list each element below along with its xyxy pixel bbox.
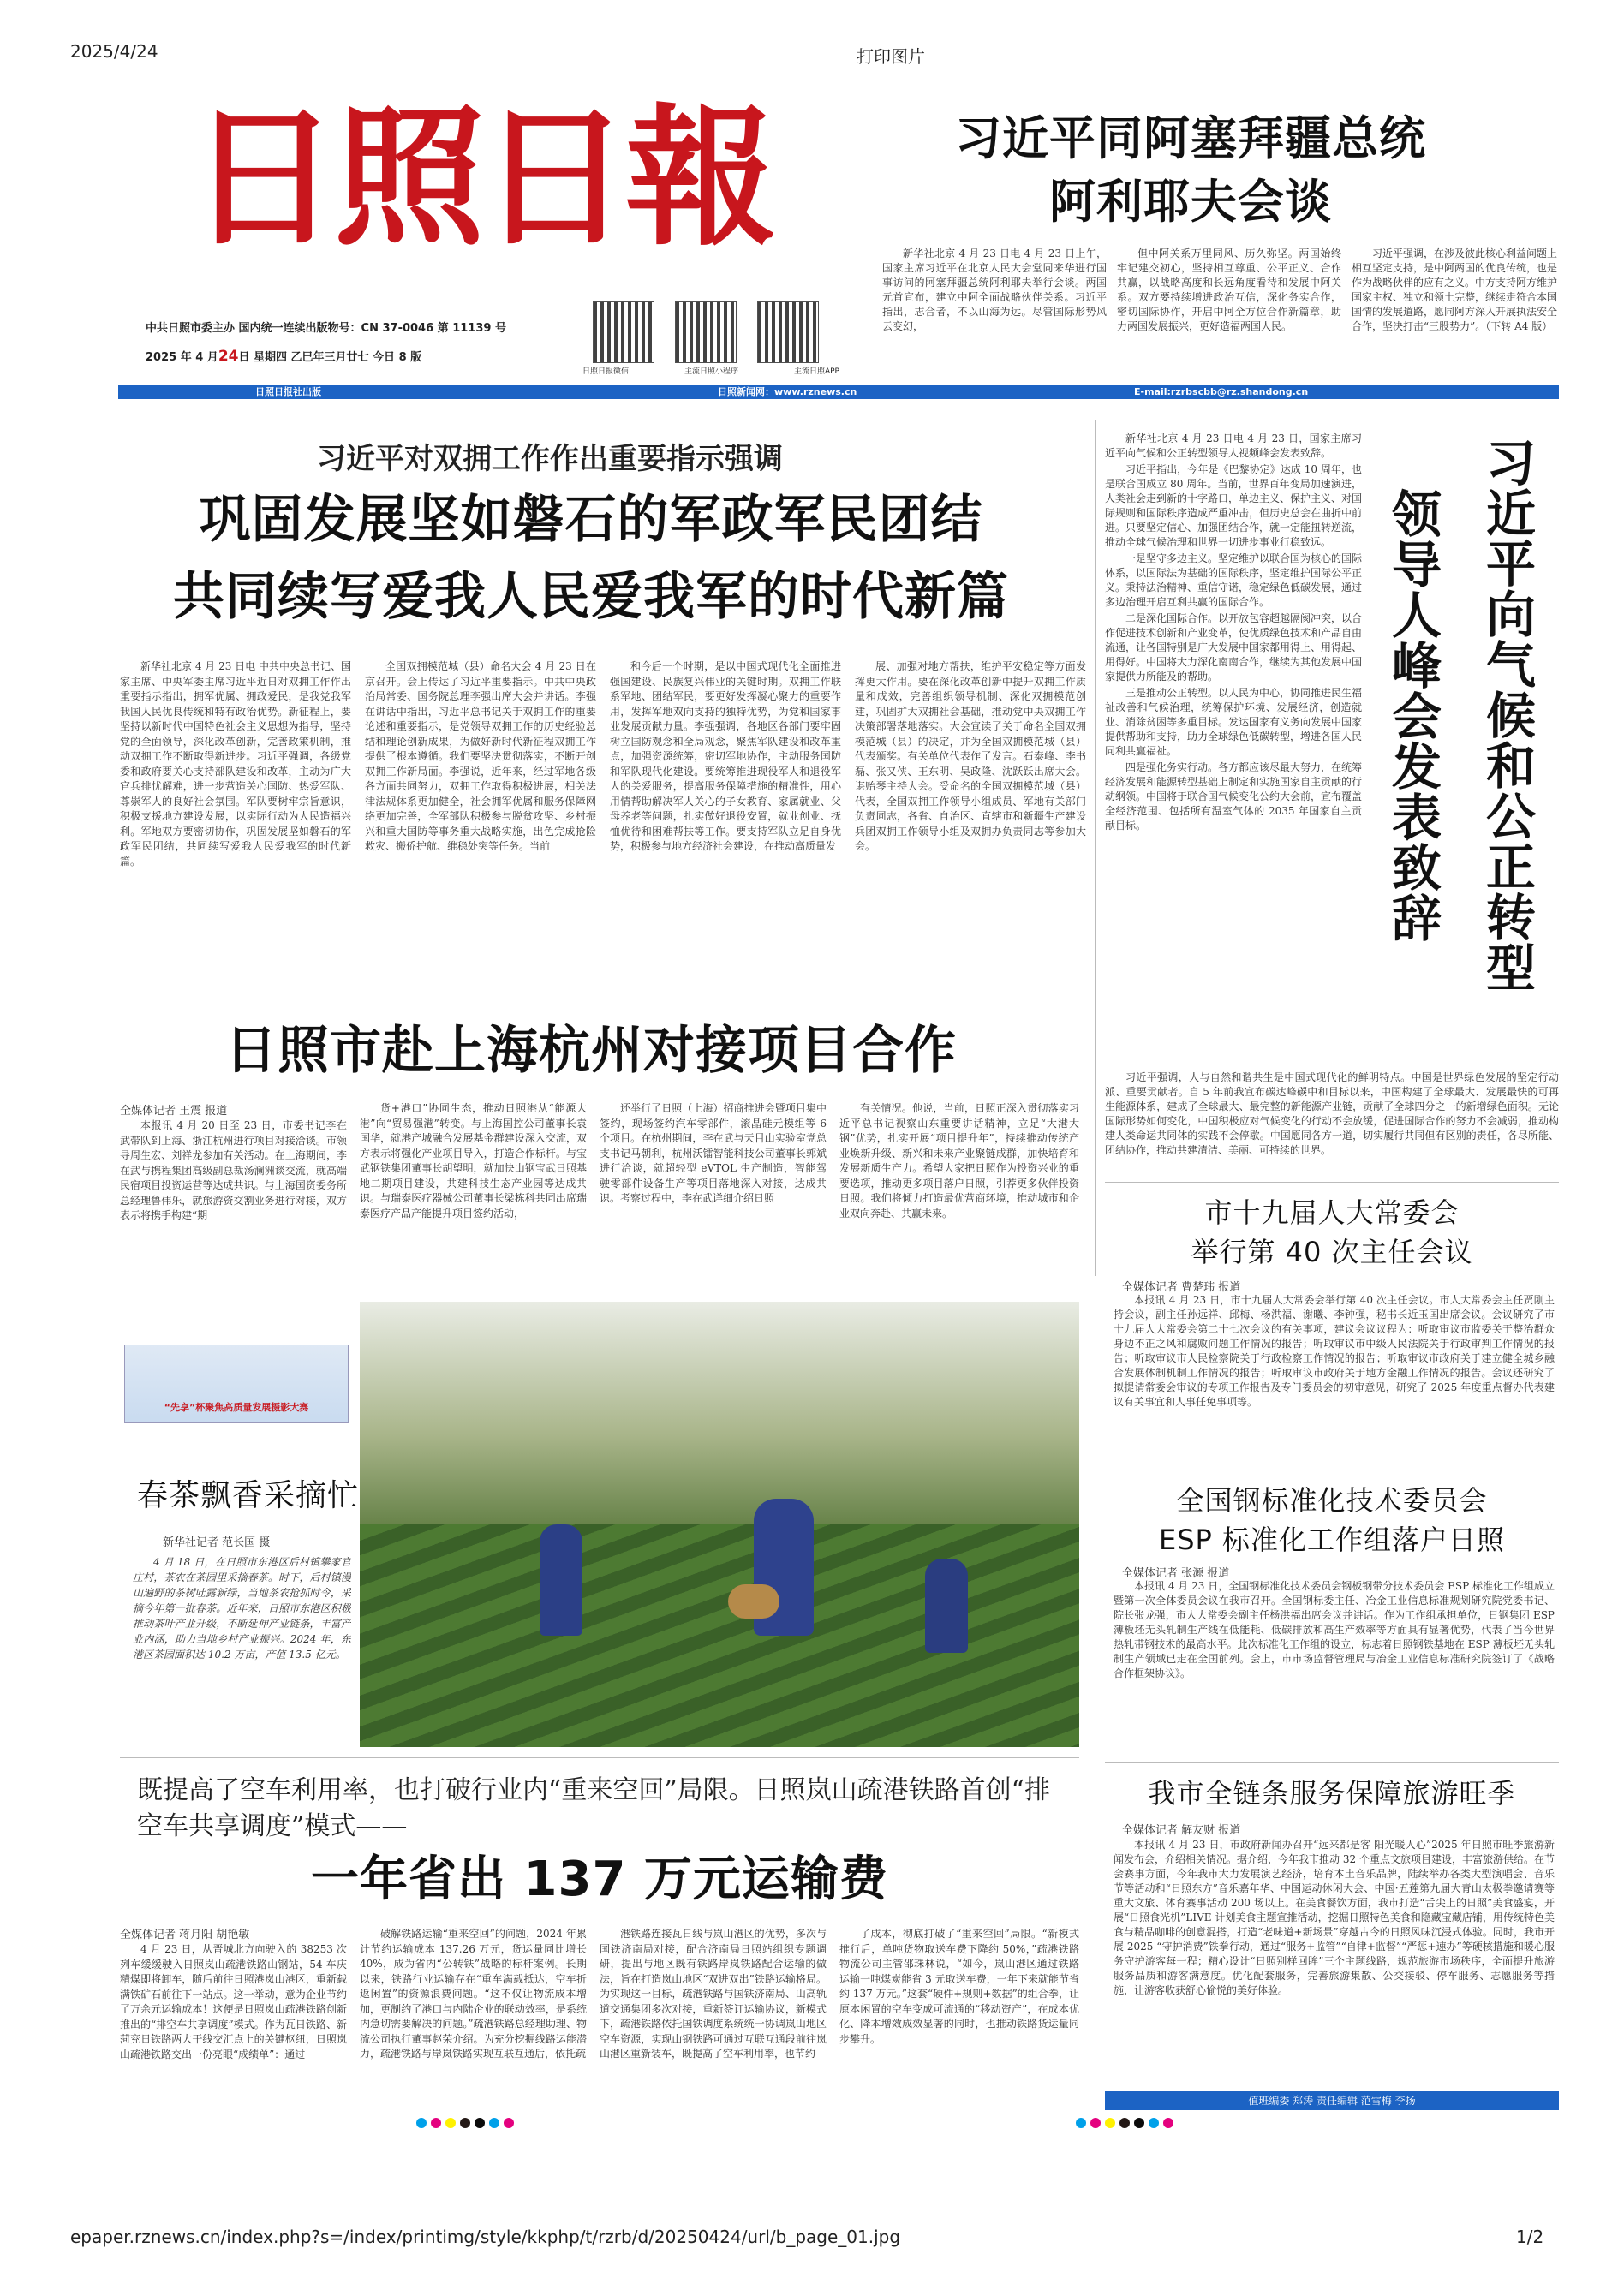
newspaper-logo: 日照日報	[188, 89, 772, 266]
committee-title-1: 市十九届人大常委会	[1204, 1196, 1460, 1229]
print-url[interactable]: epaper.rznews.cn/index.php?s=/index/printimg/style/kkphp/t/rzrb/d/20250424/url/b_page_01.jpg	[70, 2227, 901, 2247]
photo-byline: 新华社记者 范长国 摄	[163, 1536, 271, 1549]
registration-marks-right	[1076, 2115, 1178, 2132]
military-text-2: 全国双拥模范城（县）命名大会 4 月 23 日在京召开。会上传达了习近平重要指示。中共中央政治局常委、国务院总理李强出席大会并讲话。李强在讲话中指出，习近平总书记关于双拥工作的重要论述和重要指示，是党领导双拥工作的历史经验总结和理论创新成果，为做好新时代新征程双拥工作提供了根本遵循。我们要坚决贯彻落实，不断开创双拥工作新局面。李强说，近年来，经过军地各级各方面共同努力，双拥工作取得积极进展，相关法律法规体系更加健全，社会拥军优属和服务保障网络更加完善，全军部队积极参与脱贫攻坚、乡村振兴和重大国防等事务重大战略实施，出色完成抢险救灾、搬侨护航、维稳处突等任务。当前	[365, 660, 596, 852]
date-prefix: 2025 年 4 月	[146, 351, 218, 364]
committee-text: 本报讯 4 月 23 日，市十九届人大常委会举行第 40 次主任会议。市人大常委会主任贾刚主持会议，副主任孙远祥、邱梅、杨洪福、谢曦、李钟强，秘书长近玉国出席会议。会议研究了市十九届人大常委会第二十七次会议的有关事项，建议会议议程为：听取审议市监委关于整治群众身边不正之风和腐败问题工作情况的报告；听取审议市中级人民法院关于行政审判工作情况的报告；听取审议市人民检察院关于行政检察工作情况的报告；听取审议市政府关于建立健全城乡融合发展体制机制工作情况的报告；听取审议市政府关于地方金融工作情况的报告。会议还研究了拟提请常委会审议的专项工作报告及专门委员会的初审意见，研究了 2025 年度重点督办代表建议有关事宜和人事任免事项等。	[1114, 1294, 1555, 1408]
shanghai-text-2: 货+港口”协同生态，推动日照港从“能源大港”向“贸易强港”转变。与上海国控公司董事长袁国华，就港产城融合发展基金群建设深入交流，双方表示将强化产业项目导入，打造合作标杆。与宝武钢铁集团董事长胡望明，就加快山钢宝武日照基地二期项目建设，共建科技生态产业园等达成共识。与瑞泰医疗器械公司董事长梁栋科共同出席瑞泰医疗产品产能提升项目签约活动，	[360, 1102, 587, 1220]
tourism-byline: 全媒体记者 解友财 报道	[1122, 1824, 1241, 1837]
photo-caption	[133, 1554, 351, 1734]
shanghai-col-4	[839, 1101, 1079, 1281]
qr-label-miniprogram: 主流日照小程序	[684, 367, 738, 376]
top-story-text-2: 但中阿关系万里同风、历久弥坚。两国始终牢记建交初心，坚持相互尊重、公平正义、合作共赢，以战略高度和长远角度看待和发展中阿关系。双方要持续增进政治互信，深化务实合作，密切国际协作，开启中阿全方位合作新篇章，助力两国发展振兴，更好造福两国人民。	[1117, 247, 1341, 332]
railway-text-3: 港铁路连接瓦日线与岚山港区的优势，多次与国铁济南局对接，配合济南局日照站组织专题调研，提出与地区既有铁路岸岚铁路配合运输的做法，旨在打造岚山地区“双进双出”铁路运输格局。为实现这一目标，疏港铁路与国铁济南局、山高轨道交通集团多次对接，重新签订运输协议，新模式下，疏港铁路依托国铁调度系统统一协调岚山地区空车资源，实现山钢铁路可通过互联互通段前往岚山港区重新装车，既提高了空车利用率，也节约	[600, 1928, 827, 2060]
military-col-3	[610, 659, 841, 993]
military-text-1: 新华社北京 4 月 23 日电 中共中央总书记、国家主席、中央军委主席习近平近日对双拥工作作出重要指示指出，拥军优属、拥政爱民，是我党我军我国人民优良传统和特有政治优势。新征程上，要坚持以新时代中国特色社会主义思想为指导，坚持党的全面领导，深化改革创新，完善政策机制，推动双拥工作不断取得新进步。习近平强调，各级党委和政府要关心支持部队建设和改革，主动为广大官兵排忧解难，进一步营造关心国防、热爱军队、尊崇军人的良好社会氛围。军队要树牢宗旨意识，积极支援地方建设发展，以实际行动为人民造福兴利。军地双方要密切协作，巩固发展坚如磐石的军政军民团结，共同续写爱我人民爱我军的时代新篇。	[120, 660, 351, 868]
registration-marks-left	[416, 2115, 518, 2132]
climate-para-2: 习近平指出，今年是《巴黎协定》达成 10 周年，也是联合国成立 80 周年。当前，世界百年变局加速演进，人类社会走到新的十字路口，单边主义、保护主义、对国际规则和国际秩序造成严重冲击，但历史总会在曲折中前进。只要坚定信心、加强团结合作，就一定能扭转逆流，推动全球气候治理和世界一切进步事业行稳致远。	[1105, 463, 1362, 548]
section-divider	[1105, 1762, 1559, 1763]
military-text-3: 和今后一个时期，是以中国式现代化全面推进强国建设、民族复兴伟业的关键时期。双拥工作联系军地、团结军民，要更好发挥凝心聚力的重要作用，发挥军地双向支持的独特优势，为党和国家事业发展贡献力量。李强强调，各地区各部门要牢固树立国防观念和全局观念，聚焦军队建设和改革重点，加强资源统筹，密切军地协作，主动服务国防和军队现代化建设。要统筹推进现役军人和退役军人的关爱服务，提高服务保障措施的精准性，用心用情帮助解决军人关心的子女教育、家属就业、父母养老等问题，扎实做好退役安置，就业创业、抚恤优待和困难帮扶等工作。要支持军队立足自身优势，积极参与地方经济社会建设，在推动高质量发	[610, 660, 841, 852]
tea-photo	[360, 1302, 1079, 1747]
date-day: 24	[218, 348, 239, 365]
photo-caption-text: 4 月 18 日，在日照市东港区后村镇攀家官庄村，茶农在茶园里采摘春茶。时下，后村镇漫山遍野的茶树吐露新绿，当地茶农抢抓时令，采摘今年第一批春茶。近年来，日照市东港区积极推动茶叶产业升级，不断延伸产业链条，丰富产业内涵，助力当地乡村产业振兴。2024 年，东港区茶园面积达 10.2 万亩，产值 13.5 亿元。	[133, 1556, 351, 1661]
publisher-bar	[118, 385, 1559, 399]
section-divider	[120, 1757, 1079, 1758]
climate-para-4: 二是深化国际合作。以开放包容超越隔阂冲突，以合作促进技术创新和产业变革，使优质绿色技术和产品自由流通，让各国特别是广大发展中国家都用得上、用得起、用得好。中国将大力深化南南合作，继续为其他发展中国家提供力所能及的帮助。	[1105, 612, 1362, 683]
registration-dot	[460, 2118, 470, 2128]
registration-dot	[1149, 2118, 1159, 2128]
registration-dot	[1076, 2118, 1086, 2128]
esp-body	[1114, 1579, 1555, 1733]
shanghai-col-1	[120, 1118, 347, 1281]
print-title: 打印图片	[857, 46, 925, 67]
contest-banner	[124, 1345, 349, 1423]
climate-para-5: 三是推动公正转型。以人民为中心，协同推进民生福祉改善和气候治理，统筹保护环境、发展经济，创造就业、消除贫困等多重目标。发达国家有义务向发展中国家提供帮助和支持，助力全球绿色低碳转型，增进各国人民同利共赢福祉。	[1105, 687, 1362, 757]
registration-dot	[431, 2118, 441, 2128]
qr-code-wechat[interactable]	[593, 301, 654, 363]
tourism-title: 我市全链条服务保障旅游旺季	[1148, 1777, 1516, 1810]
military-kicker: 习近平对双拥工作作出重要指示强调	[317, 442, 783, 476]
editor-bar: 值班编委 郑涛 责任编辑 范雪梅 李扬	[1105, 2091, 1559, 2110]
climate-para-6: 四是强化务实行动。各方都应该尽最大努力，在统筹经济发展和能源转型基础上制定和实施国家自主贡献的行动纲领。中国将于联合国气候变化公约大会前，宣布覆盖全经济范围、包括所有温室气体的 2035 年国家自主贡献目标。	[1105, 761, 1362, 832]
shanghai-byline: 全媒体记者 王震 报道	[120, 1105, 228, 1118]
climate-title-col-1: 习近平向气候和公正转型	[1478, 437, 1536, 993]
railway-col-2	[360, 1927, 587, 2114]
top-story-text-1: 新华社北京 4 月 23 日电 4 月 23 日上午，国家主席习近平在北京人民大会堂同来华进行国事访问的阿塞拜疆总统阿利耶夫举行会谈。两国元首宣布，建立中阿全面战略伙伴关系。习近平指出，志合者，不以山海为远。尽管国际形势风云变幻，	[882, 247, 1107, 332]
qr-labels	[582, 365, 839, 376]
railway-kicker: 既提高了空车利用率，也打破行业内“重来空回”局限。日照岚山疏港铁路首创“排空车共享调度”模式——	[137, 1775, 1051, 1841]
military-title-2: 共同续写爱我人民爱我军的时代新篇	[173, 567, 1009, 627]
tea-basket	[728, 1584, 779, 1619]
tourism-text: 本报讯 4 月 23 日，市政府新闻办召开“远来都是客 阳光暖人心”2025 年日照市旺季旅游新闻发布会，介绍相关情况。据介绍，今年我市推动 32 个重点文旅项目建设，丰富旅游供给。在节会赛事方面，今年我市大力发展演艺经济，培育本土音乐品牌，陆续举办各类大型演唱会、音乐节等活动和“日照东方”音乐嘉年华、中国运动休闲大会、中国·五莲第九届大青山太极拳邀请赛等重大文旅、体育赛事活动 200 场以上。在美食餐饮方面，我市打造“舌尖上的日照”美食盛宴，开展“日照食光机”LIVE 计划美食主题宣推活动，挖掘日照特色美食和隐藏宝藏店铺，用传统特色美食与精品咖啡的创意混搭，打造“老味道+新场景”穿越古今的日照风味沉浸式体验。同时，我市开展 2025 “守护消费”铁拳行动，通过“服务+监管”“自律+监督”“严惩+速办”等硬核措施和暖心服务守护游客每一程；精心设计“日照别样回眸”三个主题线路，规范旅游市场秩序，全面提升旅游服务品质和游客满意度。优化配套服务，完善旅游集散、公交接驳、停车服务、志愿服务等措施，让游客收获舒心愉悦的美好体验。	[1114, 1839, 1555, 1996]
shanghai-text-3: 还举行了日照（上海）招商推进会暨项目集中签约，现场签约汽车零部件，滚晶硅元模组等 6 个项目。在杭州期间，李在武与天目山实验室党总支书记马朝利，杭州沃镭智能科技公司董事长郭斌进行洽谈，就超轻型 eVTOL 生产制造，智能驾驶零部件设备生产等项目落地深入对接，达成共识。考察过程中，李在武详细介绍日照	[600, 1102, 827, 1204]
committee-title-2: 举行第 40 次主任会议	[1191, 1236, 1473, 1268]
committee-byline: 全媒体记者 曹楚玮 报道	[1122, 1281, 1241, 1294]
railway-text-1: 4 月 23 日，从晋城北方向驶入的 38253 次列车缓缓驶入日照岚山疏港铁路山钢站，54 车庆精煤即将卸车，随后前往日照港岚山港区，重新载满铁矿石前往下一站点。这一举动，意为企业节约了万余元运输成本！这便是日照岚山疏港铁路创新推出的“排空车共享调度”模式。作为瓦日铁路、新菏兖日铁路两大干线交汇点上的关键枢纽，日照岚山疏港铁路交出一份亮眼“成绩单”：通过	[120, 1943, 347, 2060]
committee-body	[1114, 1293, 1555, 1477]
shanghai-title: 日照市赴上海杭州对接项目合作	[225, 1021, 957, 1081]
bar-publisher: 日照日报社出版	[255, 386, 321, 397]
esp-byline: 全媒体记者 张源 报道	[1122, 1567, 1230, 1580]
shanghai-col-3	[600, 1101, 827, 1281]
railway-text-2: 破解铁路运输“重来空回”的问题，2024 年累计节约运输成本 137.26 万元，货运量同比增长 40%，成为省内“公转铁”战略的标杆案例。长期以来，铁路行业运输存在“重车满载抵达，空车折返闲置”的资源浪费问题。“这不仅让物流成本增加，更制约了港口与内陆企业的联动效率，是系统内急切需要解决的问题。”疏港铁路总经理助理、物流公司执行董事赵荣介绍。为充分挖掘线路运能潜力，疏港铁路与岸岚铁路实现互联互通后，依托疏	[360, 1928, 587, 2060]
shanghai-text-1: 本报讯 4 月 20 日至 23 日，市委书记李在武带队到上海、浙江杭州进行项目对接洽谈。市领导周生宏、刘祥龙参加有关活动。在上海期间，李在武与携程集团高级副总裁汤澜洲谈交流，就高端民宿项目投资运营等达成共识。与上海国资委务所总经理鲁伟乐，就旅游资交割业务进行对接，双方表示将携手构建“期	[120, 1119, 347, 1221]
bar-email[interactable]: E-mail:rzrbscbb@rz.shandong.cn	[1134, 386, 1309, 397]
esp-title-1: 全国钢标准化技术委员会	[1176, 1484, 1488, 1517]
climate-title-col-2: 领导人峰会发表致辞	[1383, 488, 1442, 943]
railway-title: 一年省出 137 万元运输费	[311, 1852, 888, 1907]
print-date: 2025/4/24	[70, 41, 158, 62]
esp-title-2: ESP 标准化工作组落户日照	[1158, 1524, 1505, 1556]
qr-code-miniprogram[interactable]	[675, 301, 737, 363]
registration-dot	[1105, 2118, 1115, 2128]
bar-website[interactable]: 日照新闻网：www.rznews.cn	[718, 386, 857, 397]
registration-dot	[1119, 2118, 1130, 2128]
railway-text-4: 了成本，彻底打破了“重来空回”局限。“新模式推行后，单吨货物取送车费下降约 50%，”疏港铁路物流公司主管邵珠林说，“如今，岚山港区通过铁路运输一吨煤炭能省 3 元取送车费，一年下来就能节省约 137 万元。”这套“硬件+规则+数据”的组合拳，让原本闲置的空车变成可流通的“移动资产”，在成本优化、降本增效成效显著的同时，也推动铁路货运量同步攀升。	[839, 1928, 1079, 2045]
qr-label-app: 主流日照APP	[793, 367, 839, 376]
esp-text: 本报讯 4 月 23 日，全国钢标准化技术委员会钢板钢带分技术委员会 ESP 标准化工作组成立暨第一次全体委员会议在我市召开。全国钢标委主任、冶金工业信息标准规划研究院党委书记、院长张龙强，市人大常委会副主任杨洪福出席会议并讲话。作为工作组承担单位，日钢集团 ESP 薄板坯无头轧制生产线在低能耗、低碳排放和高生产效率等方面具有显著优势，代表了当今世界热轧带钢技术的最高水平。此次标准化工作组的设立，标志着日照钢铁基地在 ESP 薄板坯无头轧制生产领域已走在全国前列。会上，市市场监督管理局与冶金工业信息标准研究院签订了《战略合作框架协议》。	[1114, 1580, 1555, 1679]
print-page-number: 1/2	[1516, 2227, 1544, 2247]
registration-dot	[445, 2118, 456, 2128]
climate-para-7: 习近平强调，人与自然和谐共生是中国式现代化的鲜明特点。中国是世界绿色发展的坚定行动派、重要贡献者。自 5 年前我宣布碳达峰碳中和目标以来，中国构建了全球最大、发展最快的可再生能源体系，建成了全球最大、最完整的新能源产业链，贡献了全球四分之一的新增绿色面积。无论国际形势如何变化，中国积极应对气候变化的行动不会放缓，促进国际合作的努力不会减弱，推动构建人类命运共同体的实践不会停歇。中国愿同各方一道，切实履行共同但有区别的责任，各尽所能、团结协作，推动共建清洁、美丽、可持续的世界。	[1105, 1071, 1559, 1156]
railway-col-1	[120, 1942, 347, 2114]
tourism-body	[1114, 1838, 1555, 2086]
tea-picker-figure	[540, 1524, 582, 1636]
section-divider	[1105, 1182, 1559, 1183]
top-story-text-3: 习近平强调，在涉及彼此核心利益问题上相互坚定支持，是中阿两国的优良传统，也是作为战略伙伴的应有之义。中方支持阿方维护国家主权、独立和领土完整，继续走符合本国国情的发展道路，愿同阿方深入开展执法安全合作，坚决打击“三股势力”。（下转 A4 版）	[1352, 247, 1557, 332]
photo-title: 春茶飘香采摘忙	[137, 1478, 360, 1513]
military-title-1: 巩固发展坚如磐石的军政军民团结	[199, 490, 983, 550]
registration-dot	[416, 2118, 427, 2128]
military-col-2	[365, 659, 596, 993]
railway-col-3	[600, 1927, 827, 2114]
military-col-4	[855, 659, 1086, 993]
climate-para-1: 新华社北京 4 月 23 日电 4 月 23 日，国家主席习近平向气候和公正转型领导人视频峰会发表致辞。	[1105, 432, 1362, 459]
military-text-4: 展、加强对地方帮扶，维护平安稳定等方面发挥更大作用。要在深化改革创新中提升双拥工作质量和成效，完善组织领导机制、深化双拥模范创建，巩固扩大双拥社会基础，推动党中央双拥工作决策部署落地落实。大会宣读了关于命名全国双拥模范城（县）的决定，并为全国双拥模范城（县）代表颁奖。有关单位代表作了发言。石泰峰、李书磊、张又侠、王东明、吴政隆、沈跃跃出席大会。谌贻琴主持大会。受命名的全国双拥模范城（县）代表，全国双拥工作领导小组成员、军地有关部门负责同志，各省、自治区、直辖市和新疆生产建设兵团双拥工作领导小组及双拥办负责同志等参加大会。	[855, 660, 1086, 852]
registration-dot	[489, 2118, 499, 2128]
qr-code-app[interactable]	[757, 301, 819, 363]
contest-banner-text: “先享”杯聚焦高质量发展摄影大赛	[164, 1402, 309, 1413]
tea-picker-figure	[925, 1559, 968, 1653]
publisher-line: 中共日照市委主办 国内统一连续出版物号：CN 37-0046 第 11139 号	[146, 322, 506, 335]
climate-para-3: 一是坚守多边主义。坚定维护以联合国为核心的国际体系，以国际法为基础的国际秩序，坚定维护国际公平正义。秉持法治精神、重信守诺，稳定绿色低碳发展，通过多边治理开启互利共赢的国际合作。	[1105, 552, 1362, 608]
top-story-title-1: 习近平同阿塞拜疆总统	[955, 111, 1426, 165]
issue-date	[146, 348, 421, 365]
tea-rows	[360, 1524, 1079, 1747]
date-suffix: 日 星期四 乙巳年三月廿七 今日 8 版	[238, 351, 422, 364]
registration-dot	[1090, 2118, 1101, 2128]
qr-label-wechat: 日照日报微信	[582, 367, 630, 376]
registration-dot	[1134, 2118, 1144, 2128]
shanghai-col-2	[360, 1101, 587, 1281]
shanghai-text-4: 有关情况。他说，当前，日照正深入贯彻落实习近平总书记视察山东重要讲话精神，立足“大港大钢”优势，扎实开展“项目提升年”，持续推动传统产业焕新升级、新兴和未来产业聚链成群，加快培育和发展新质生产力。希望大家把日照作为投资兴业的重要选项，推动更多项目落户日照，引荐更多伙伴投资日照。我们将倾力打造最优营商环境，推动城市和企业双向奔赴、共赢未来。	[839, 1102, 1079, 1220]
railway-col-4	[839, 1927, 1079, 2114]
top-story-col-3	[1352, 247, 1557, 384]
military-col-1	[120, 659, 351, 993]
top-story-title-2: 阿利耶夫会谈	[1049, 175, 1332, 229]
registration-dot	[1163, 2118, 1173, 2128]
top-story-col-1	[882, 247, 1107, 384]
registration-dot	[504, 2118, 514, 2128]
column-divider	[1095, 420, 1096, 1276]
railway-byline: 全媒体记者 蒋月阳 胡艳敏	[120, 1929, 250, 1941]
top-story-col-2	[1117, 247, 1341, 384]
registration-dot	[475, 2118, 485, 2128]
